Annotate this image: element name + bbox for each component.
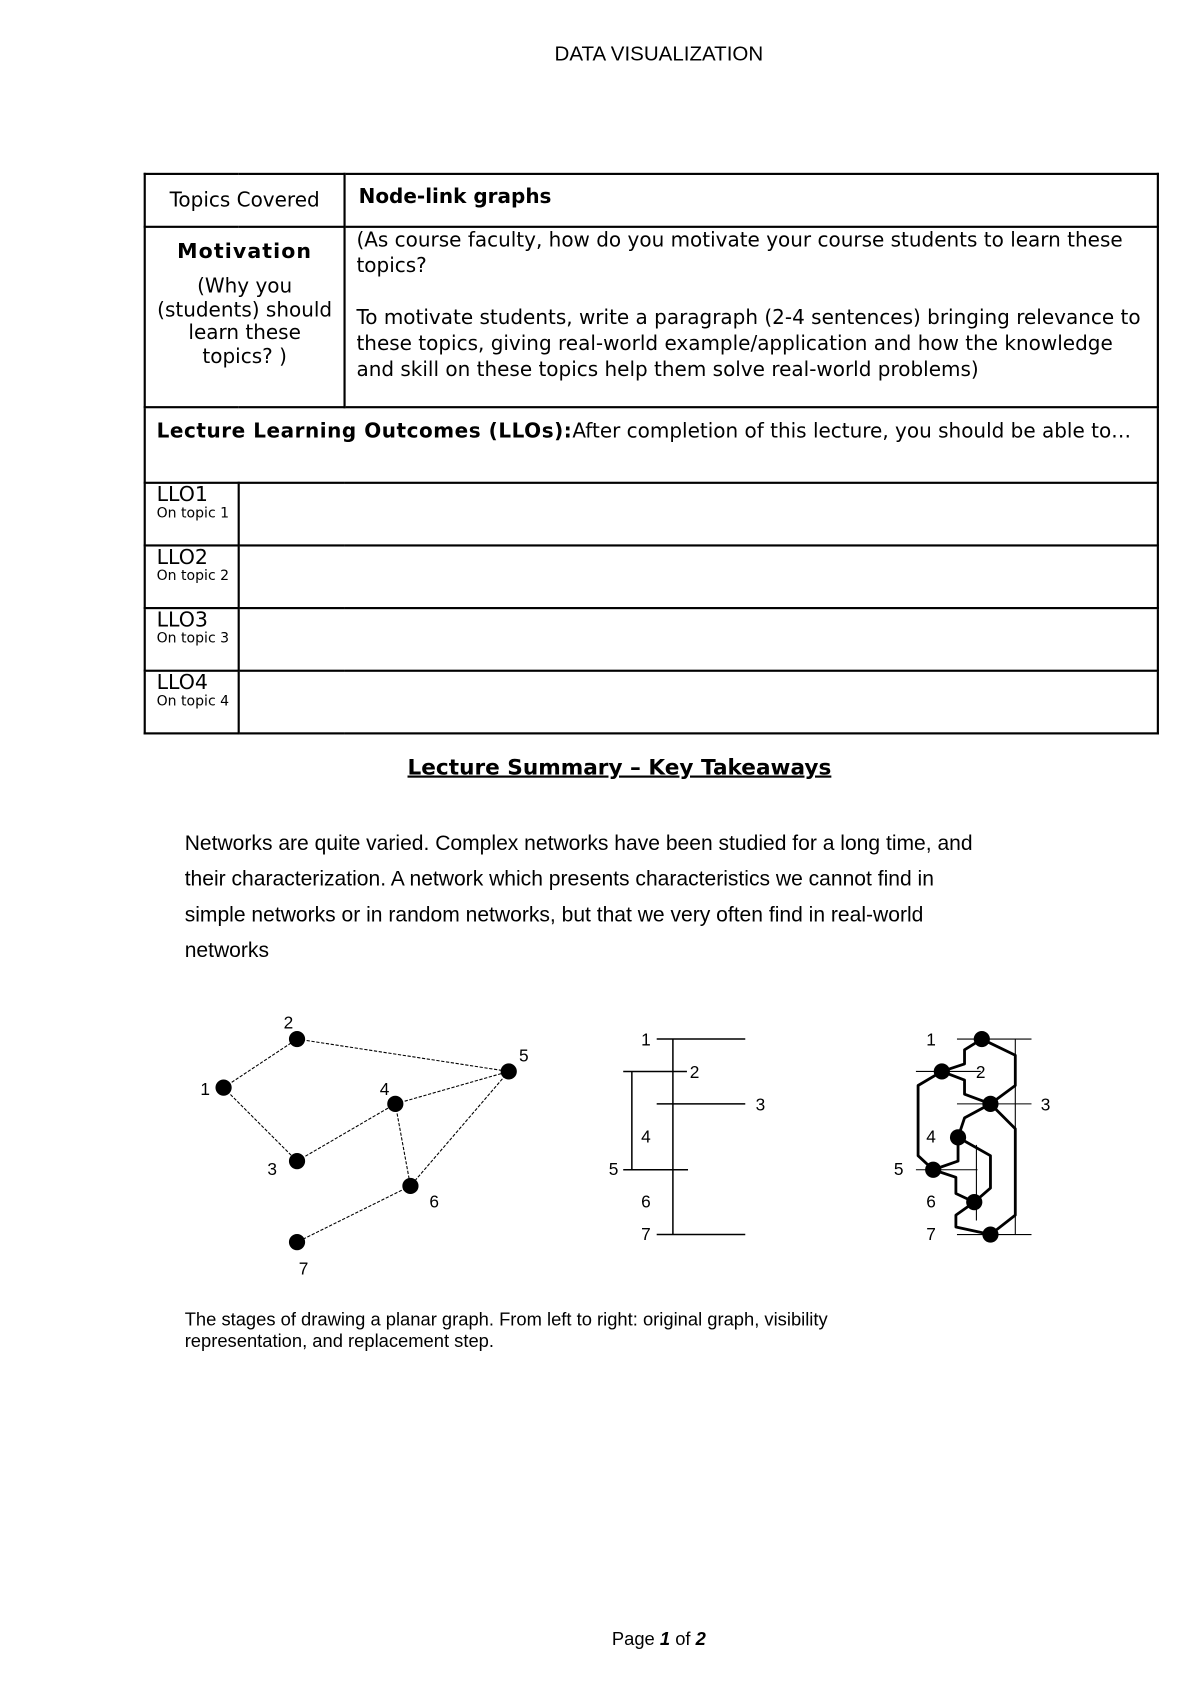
footer-of: of xyxy=(675,1628,691,1650)
summary-line: their characterization. A network which presents characteristics we cannot find in xyxy=(184,867,934,892)
summary-line: networks xyxy=(184,938,269,963)
visibility-label: 7 xyxy=(641,1223,651,1244)
motivation-sub: (Why you xyxy=(197,275,293,299)
llo-sub: On topic 1 xyxy=(156,505,230,522)
llo-sub: On topic 4 xyxy=(156,693,230,710)
replacement-node xyxy=(974,1031,990,1047)
visibility-label: 1 xyxy=(641,1029,651,1050)
motivation-label: Motivation xyxy=(177,239,313,264)
graph-node xyxy=(289,1235,304,1250)
replacement-step xyxy=(894,1030,1051,1244)
replacement-node xyxy=(934,1063,950,1079)
graph-node xyxy=(289,1154,304,1169)
topics-value: Node-link graphs xyxy=(345,174,1158,227)
llo-intro: After completion of this lecture, you should be able to… xyxy=(572,420,1132,443)
replacement-label: 2 xyxy=(975,1061,986,1082)
footer-current-page: 1 xyxy=(659,1628,671,1650)
replacement-label: 1 xyxy=(926,1029,936,1050)
graph-node xyxy=(403,1178,418,1193)
figure-caption xyxy=(185,1309,963,1351)
graph-node xyxy=(289,1031,304,1046)
motivation-prompt: (As course faculty, how do you motivate your course students to learn these topics? xyxy=(356,228,1123,278)
llo-label: LLO3 xyxy=(156,608,208,632)
replacement-label: 3 xyxy=(1040,1094,1051,1115)
replacement-node xyxy=(966,1194,982,1210)
replacement-node xyxy=(982,1226,998,1242)
node-label: 6 xyxy=(429,1191,440,1212)
node-label: 7 xyxy=(298,1258,309,1279)
llo-heading: Lecture Learning Outcomes (LLOs): xyxy=(156,420,573,443)
summary-line: Networks are quite varied. Complex networks have been studied for a long time, and xyxy=(184,831,973,856)
llo-sub: On topic 2 xyxy=(156,568,230,585)
motivation-instructions: To motivate students, write a paragraph (2-4 sentences) bringing relevance to these topics, giving real-world example/application and how the knowledge and skill on these topics help them solve real-world problems) xyxy=(356,306,1141,382)
motivation-sub: (students) should xyxy=(157,298,333,322)
replacement-node xyxy=(982,1096,998,1112)
node-label: 5 xyxy=(519,1045,529,1066)
replacement-label: 4 xyxy=(926,1126,936,1147)
page-footer xyxy=(0,1629,1200,1651)
visibility-representation xyxy=(609,1030,766,1244)
graph-edge xyxy=(410,1071,508,1185)
caption-line: The stages of drawing a planar graph. From left to right: original graph, visibility xyxy=(184,1309,828,1330)
graph-edge xyxy=(395,1104,410,1186)
graph-edge xyxy=(224,1039,297,1088)
node-label: 4 xyxy=(379,1079,390,1100)
graph-edge xyxy=(297,1039,509,1071)
llo-label: LLO1 xyxy=(156,482,208,507)
graph-edge xyxy=(297,1186,410,1242)
llo-sub: On topic 3 xyxy=(156,630,230,647)
summary-line: simple networks or in random networks, but that we very often find in real-world xyxy=(184,902,924,927)
visibility-label: 6 xyxy=(641,1191,651,1212)
replacement-label: 7 xyxy=(926,1223,936,1244)
replacement-node xyxy=(925,1162,941,1178)
graph-node xyxy=(216,1080,231,1095)
topics-label: Topics Covered xyxy=(145,174,345,227)
graph-edge xyxy=(297,1104,395,1161)
replacement-label: 5 xyxy=(893,1159,904,1180)
visibility-label: 3 xyxy=(755,1094,766,1115)
motivation-sub: topics? ) xyxy=(202,345,287,368)
replacement-node xyxy=(950,1129,966,1145)
graph-edge xyxy=(395,1071,508,1103)
visibility-label: 5 xyxy=(608,1159,619,1180)
original-graph xyxy=(200,1012,528,1278)
llo-label: LLO2 xyxy=(156,545,208,570)
summary-title: Lecture Summary – Key Takeaways xyxy=(407,753,832,780)
motivation-sub: learn these xyxy=(188,321,301,345)
llo-label: LLO4 xyxy=(156,670,208,695)
node-label: 3 xyxy=(267,1159,277,1180)
visibility-label: 2 xyxy=(689,1061,700,1082)
graph-node xyxy=(501,1064,516,1079)
footer-prefix: Page xyxy=(611,1628,655,1650)
page-header: DATA VISUALIZATION xyxy=(554,43,764,66)
node-label: 2 xyxy=(283,1012,294,1033)
graph-edge xyxy=(224,1088,297,1161)
caption-line: representation, and replacement step. xyxy=(184,1330,494,1351)
replacement-label: 6 xyxy=(926,1191,936,1212)
graph-node xyxy=(388,1096,403,1111)
node-label: 1 xyxy=(200,1079,211,1100)
footer-total-pages: 2 xyxy=(695,1628,706,1650)
visibility-label: 4 xyxy=(641,1126,651,1147)
